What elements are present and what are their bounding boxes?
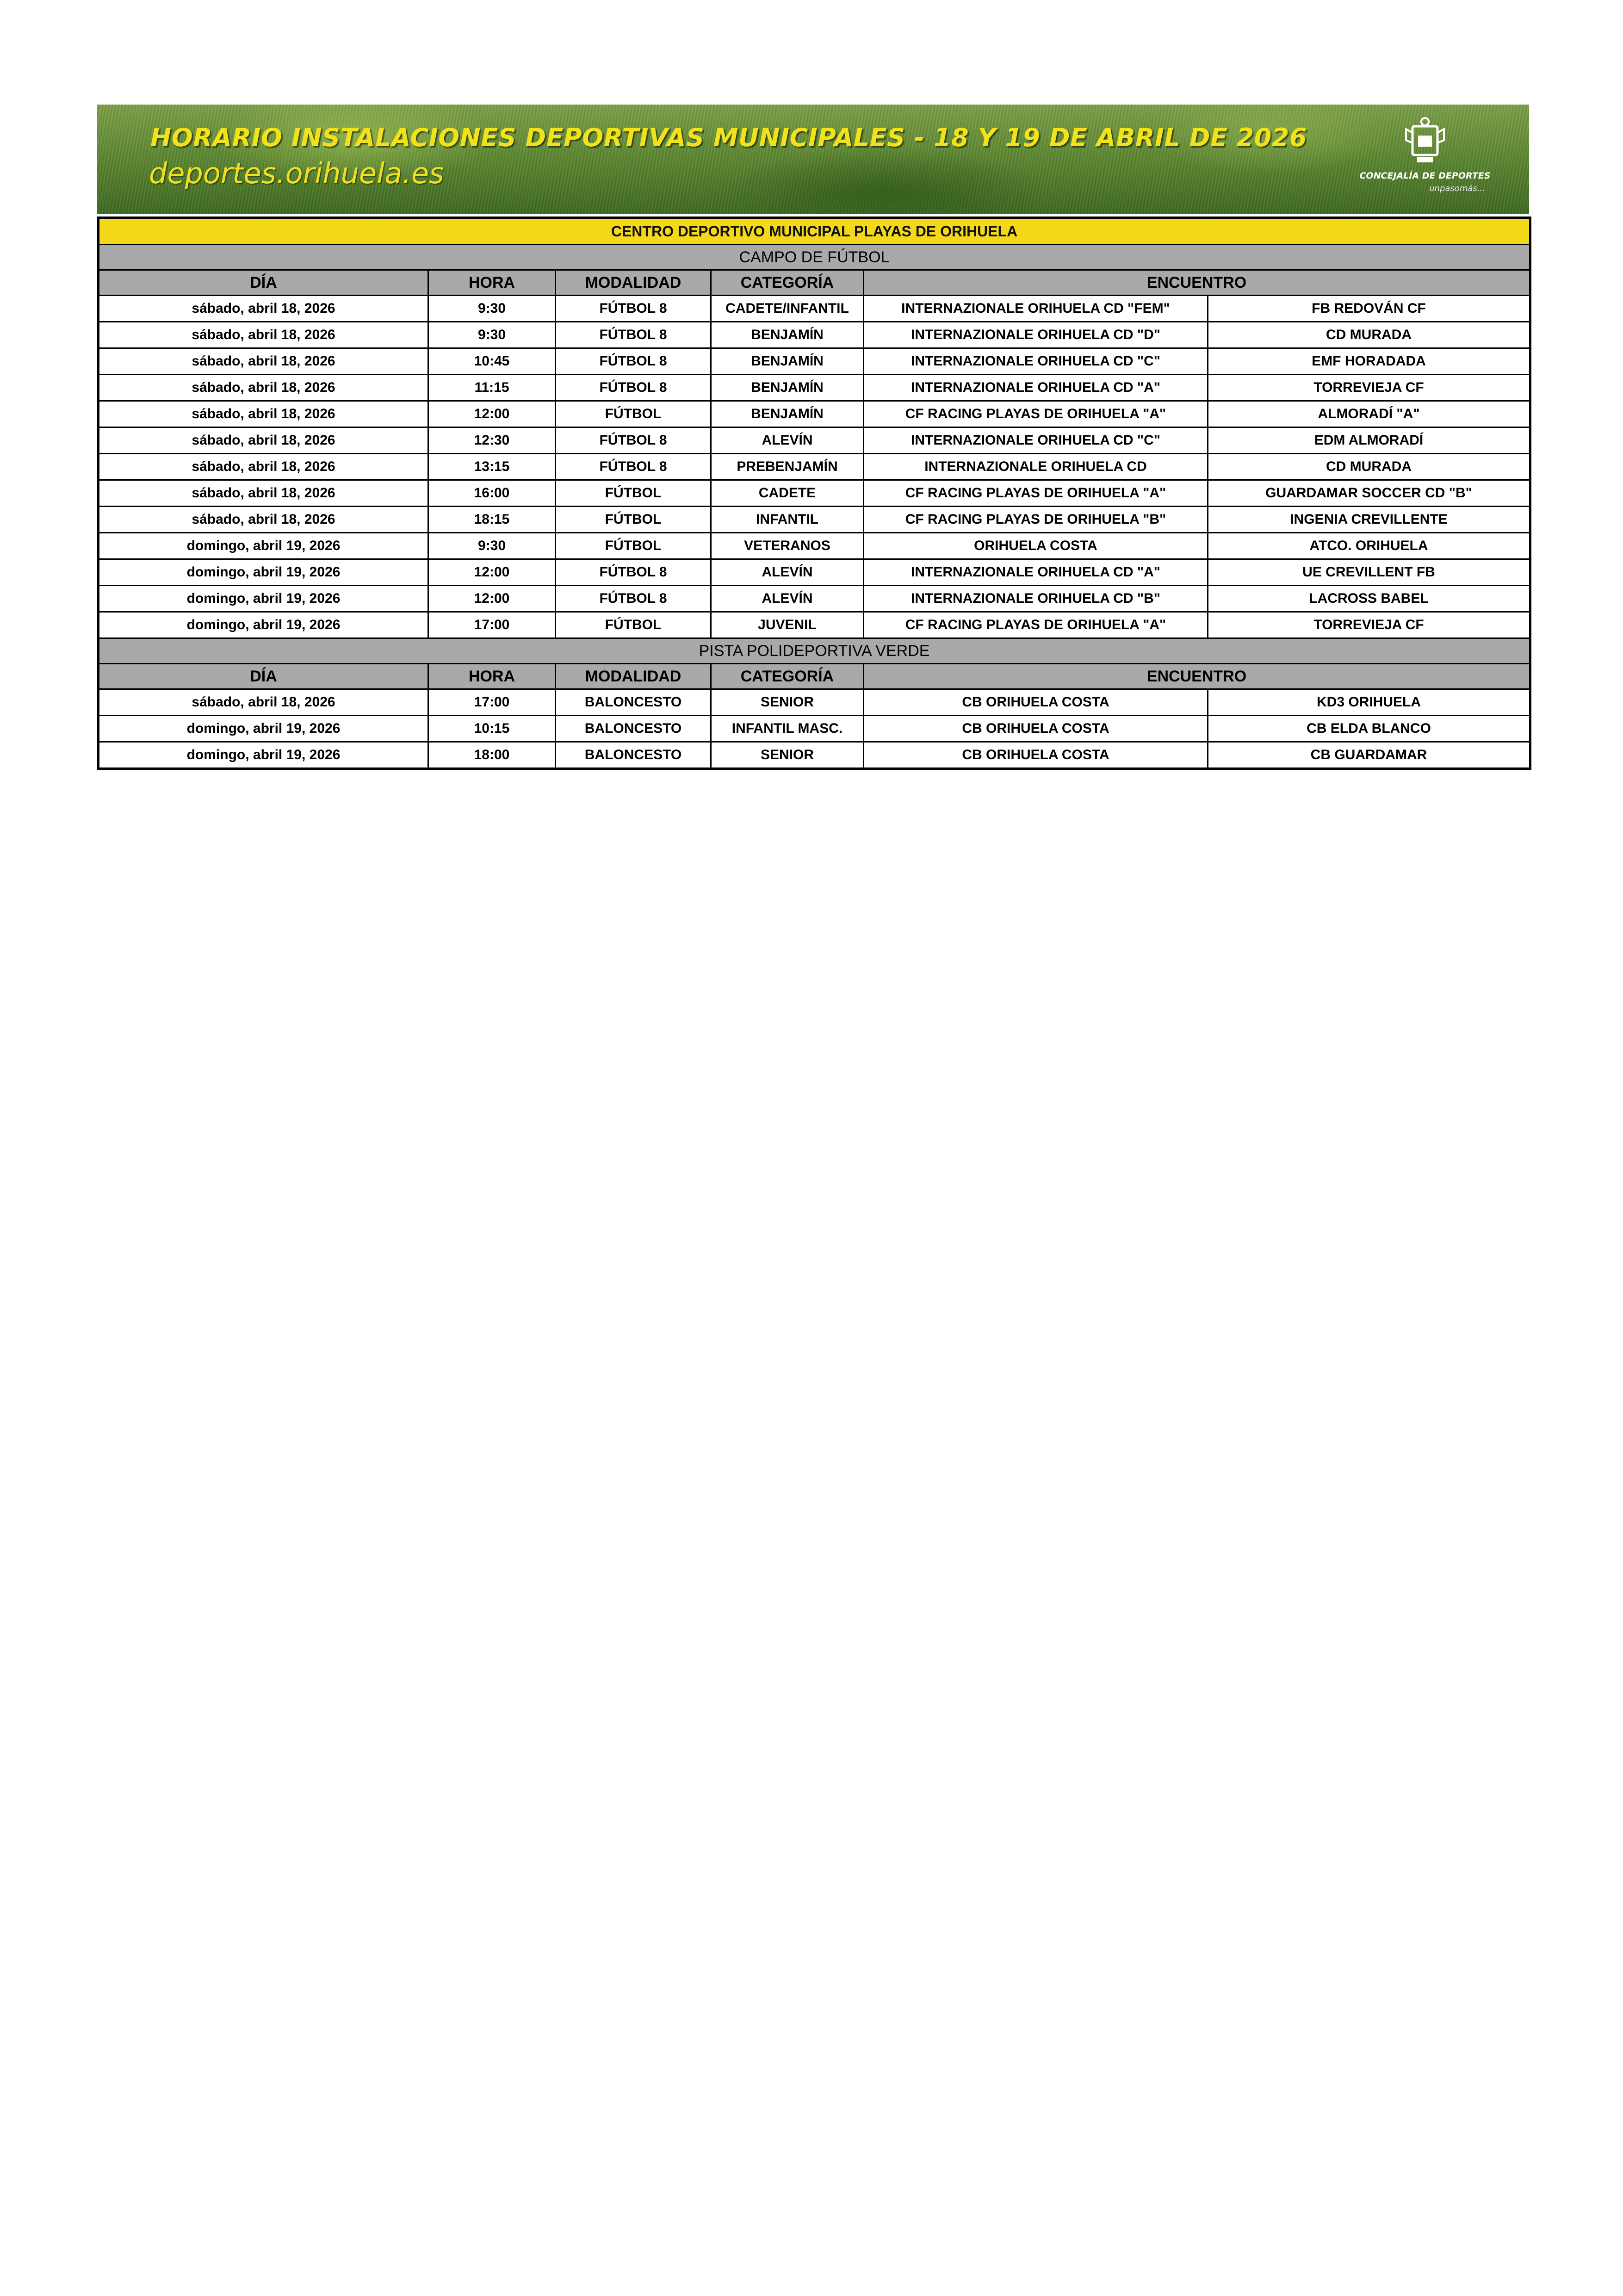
cell-local: INTERNAZIONALE ORIHUELA CD "FEM" bbox=[864, 296, 1208, 322]
column-header-hora: HORA bbox=[428, 664, 556, 689]
cell-categoria: CADETE bbox=[711, 480, 864, 507]
table-row bbox=[99, 507, 1530, 533]
table-row bbox=[99, 742, 1530, 769]
cell-visitante: KD3 ORIHUELA bbox=[1208, 689, 1530, 716]
cell-hora: 9:30 bbox=[428, 533, 556, 559]
cell-categoria: VETERANOS bbox=[711, 533, 864, 559]
logo-slogan: unpasomás... bbox=[1429, 184, 1485, 193]
cell-modalidad: FÚTBOL 8 bbox=[556, 375, 711, 401]
cell-hora: 18:15 bbox=[428, 507, 556, 533]
cell-dia: sábado, abril 18, 2026 bbox=[99, 322, 428, 348]
column-header-dia: DÍA bbox=[99, 664, 428, 689]
cell-local: INTERNAZIONALE ORIHUELA CD "C" bbox=[864, 427, 1208, 454]
section-title: CAMPO DE FÚTBOL bbox=[99, 245, 1530, 270]
cell-visitante: EMF HORADADA bbox=[1208, 348, 1530, 375]
schedule-sheet bbox=[97, 105, 1529, 770]
cell-categoria: CADETE/INFANTIL bbox=[711, 296, 864, 322]
cell-categoria: PREBENJAMÍN bbox=[711, 454, 864, 480]
cell-local: INTERNAZIONALE ORIHUELA CD "A" bbox=[864, 375, 1208, 401]
trophy-icon bbox=[1404, 116, 1446, 167]
cell-modalidad: FÚTBOL 8 bbox=[556, 586, 711, 612]
column-header-row bbox=[99, 664, 1530, 689]
cell-visitante: CB GUARDAMAR bbox=[1208, 742, 1530, 769]
header-banner bbox=[97, 105, 1529, 214]
table-row bbox=[99, 375, 1530, 401]
cell-hora: 12:00 bbox=[428, 586, 556, 612]
cell-hora: 10:15 bbox=[428, 716, 556, 742]
column-header-hora: HORA bbox=[428, 270, 556, 296]
banner-title: HORARIO INSTALACIONES DEPORTIVAS MUNICIPALES - 18 Y 19 DE ABRIL DE 2026 bbox=[150, 123, 1307, 152]
cell-hora: 10:45 bbox=[428, 348, 556, 375]
cell-modalidad: FÚTBOL 8 bbox=[556, 454, 711, 480]
section-header-row bbox=[99, 638, 1530, 664]
cell-dia: domingo, abril 19, 2026 bbox=[99, 742, 428, 769]
table-row bbox=[99, 533, 1530, 559]
cell-local: INTERNAZIONALE ORIHUELA CD "D" bbox=[864, 322, 1208, 348]
cell-dia: sábado, abril 18, 2026 bbox=[99, 507, 428, 533]
concejalia-logo bbox=[1351, 116, 1504, 209]
cell-categoria: BENJAMÍN bbox=[711, 401, 864, 427]
column-header-encuentro: ENCUENTRO bbox=[864, 664, 1530, 689]
cell-local: CB ORIHUELA COSTA bbox=[864, 689, 1208, 716]
cell-dia: domingo, abril 19, 2026 bbox=[99, 612, 428, 638]
table-row bbox=[99, 296, 1530, 322]
table-row bbox=[99, 322, 1530, 348]
cell-dia: sábado, abril 18, 2026 bbox=[99, 454, 428, 480]
cell-modalidad: FÚTBOL bbox=[556, 507, 711, 533]
table-row bbox=[99, 401, 1530, 427]
cell-local: CB ORIHUELA COSTA bbox=[864, 742, 1208, 769]
cell-modalidad: FÚTBOL 8 bbox=[556, 559, 711, 586]
cell-dia: domingo, abril 19, 2026 bbox=[99, 559, 428, 586]
cell-categoria: SENIOR bbox=[711, 689, 864, 716]
schedule-table bbox=[97, 217, 1531, 770]
cell-modalidad: FÚTBOL bbox=[556, 612, 711, 638]
cell-dia: sábado, abril 18, 2026 bbox=[99, 296, 428, 322]
table-row bbox=[99, 480, 1530, 507]
table-row bbox=[99, 348, 1530, 375]
cell-categoria: INFANTIL bbox=[711, 507, 864, 533]
cell-categoria: INFANTIL MASC. bbox=[711, 716, 864, 742]
cell-dia: sábado, abril 18, 2026 bbox=[99, 375, 428, 401]
venue-row bbox=[99, 218, 1530, 245]
cell-dia: sábado, abril 18, 2026 bbox=[99, 401, 428, 427]
cell-modalidad: BALONCESTO bbox=[556, 742, 711, 769]
cell-modalidad: BALONCESTO bbox=[556, 689, 711, 716]
section-title: PISTA POLIDEPORTIVA VERDE bbox=[99, 638, 1530, 664]
table-row bbox=[99, 427, 1530, 454]
cell-categoria: BENJAMÍN bbox=[711, 348, 864, 375]
cell-categoria: ALEVÍN bbox=[711, 586, 864, 612]
column-header-modalidad: MODALIDAD bbox=[556, 270, 711, 296]
cell-modalidad: FÚTBOL bbox=[556, 533, 711, 559]
cell-hora: 11:15 bbox=[428, 375, 556, 401]
cell-local: CF RACING PLAYAS DE ORIHUELA "A" bbox=[864, 480, 1208, 507]
column-header-encuentro: ENCUENTRO bbox=[864, 270, 1530, 296]
cell-modalidad: FÚTBOL bbox=[556, 480, 711, 507]
cell-hora: 17:00 bbox=[428, 612, 556, 638]
cell-categoria: SENIOR bbox=[711, 742, 864, 769]
cell-local: INTERNAZIONALE ORIHUELA CD "A" bbox=[864, 559, 1208, 586]
table-row bbox=[99, 454, 1530, 480]
cell-hora: 18:00 bbox=[428, 742, 556, 769]
cell-categoria: BENJAMÍN bbox=[711, 322, 864, 348]
cell-hora: 12:30 bbox=[428, 427, 556, 454]
section-header-row bbox=[99, 245, 1530, 270]
cell-hora: 9:30 bbox=[428, 296, 556, 322]
cell-dia: sábado, abril 18, 2026 bbox=[99, 480, 428, 507]
cell-visitante: INGENIA CREVILLENTE bbox=[1208, 507, 1530, 533]
cell-visitante: TORREVIEJA CF bbox=[1208, 612, 1530, 638]
cell-dia: domingo, abril 19, 2026 bbox=[99, 586, 428, 612]
column-header-modalidad: MODALIDAD bbox=[556, 664, 711, 689]
cell-hora: 13:15 bbox=[428, 454, 556, 480]
cell-local: INTERNAZIONALE ORIHUELA CD bbox=[864, 454, 1208, 480]
cell-categoria: ALEVÍN bbox=[711, 427, 864, 454]
cell-local: CF RACING PLAYAS DE ORIHUELA "B" bbox=[864, 507, 1208, 533]
column-header-dia: DÍA bbox=[99, 270, 428, 296]
cell-dia: domingo, abril 19, 2026 bbox=[99, 533, 428, 559]
table-row bbox=[99, 716, 1530, 742]
column-header-categoria: CATEGORÍA bbox=[711, 664, 864, 689]
cell-local: CF RACING PLAYAS DE ORIHUELA "A" bbox=[864, 612, 1208, 638]
cell-modalidad: FÚTBOL bbox=[556, 401, 711, 427]
cell-visitante: ALMORADÍ "A" bbox=[1208, 401, 1530, 427]
cell-visitante: TORREVIEJA CF bbox=[1208, 375, 1530, 401]
cell-modalidad: FÚTBOL 8 bbox=[556, 348, 711, 375]
cell-categoria: JUVENIL bbox=[711, 612, 864, 638]
cell-dia: sábado, abril 18, 2026 bbox=[99, 348, 428, 375]
column-header-categoria: CATEGORÍA bbox=[711, 270, 864, 296]
table-row bbox=[99, 612, 1530, 638]
cell-categoria: ALEVÍN bbox=[711, 559, 864, 586]
cell-modalidad: FÚTBOL 8 bbox=[556, 296, 711, 322]
cell-visitante: ATCO. ORIHUELA bbox=[1208, 533, 1530, 559]
cell-modalidad: FÚTBOL 8 bbox=[556, 427, 711, 454]
table-row bbox=[99, 689, 1530, 716]
cell-local: INTERNAZIONALE ORIHUELA CD "C" bbox=[864, 348, 1208, 375]
cell-visitante: LACROSS BABEL bbox=[1208, 586, 1530, 612]
cell-modalidad: BALONCESTO bbox=[556, 716, 711, 742]
cell-visitante: GUARDAMAR SOCCER CD "B" bbox=[1208, 480, 1530, 507]
cell-hora: 17:00 bbox=[428, 689, 556, 716]
cell-hora: 12:00 bbox=[428, 559, 556, 586]
website-url: deportes.orihuela.es bbox=[149, 156, 444, 190]
cell-visitante: CD MURADA bbox=[1208, 322, 1530, 348]
column-header-row bbox=[99, 270, 1530, 296]
cell-hora: 12:00 bbox=[428, 401, 556, 427]
cell-hora: 16:00 bbox=[428, 480, 556, 507]
cell-categoria: BENJAMÍN bbox=[711, 375, 864, 401]
table-row bbox=[99, 586, 1530, 612]
cell-dia: sábado, abril 18, 2026 bbox=[99, 689, 428, 716]
cell-modalidad: FÚTBOL 8 bbox=[556, 322, 711, 348]
cell-visitante: UE CREVILLENT FB bbox=[1208, 559, 1530, 586]
table-row bbox=[99, 559, 1530, 586]
cell-dia: domingo, abril 19, 2026 bbox=[99, 716, 428, 742]
cell-local: CF RACING PLAYAS DE ORIHUELA "A" bbox=[864, 401, 1208, 427]
cell-dia: sábado, abril 18, 2026 bbox=[99, 427, 428, 454]
cell-visitante: FB REDOVÁN CF bbox=[1208, 296, 1530, 322]
logo-text: CONCEJALÍA DE DEPORTES bbox=[1359, 171, 1491, 181]
cell-visitante: CD MURADA bbox=[1208, 454, 1530, 480]
cell-visitante: EDM ALMORADÍ bbox=[1208, 427, 1530, 454]
cell-local: CB ORIHUELA COSTA bbox=[864, 716, 1208, 742]
cell-hora: 9:30 bbox=[428, 322, 556, 348]
cell-local: INTERNAZIONALE ORIHUELA CD "B" bbox=[864, 586, 1208, 612]
cell-visitante: CB ELDA BLANCO bbox=[1208, 716, 1530, 742]
cell-local: ORIHUELA COSTA bbox=[864, 533, 1208, 559]
venue-title: CENTRO DEPORTIVO MUNICIPAL PLAYAS DE ORIHUELA bbox=[99, 218, 1530, 245]
